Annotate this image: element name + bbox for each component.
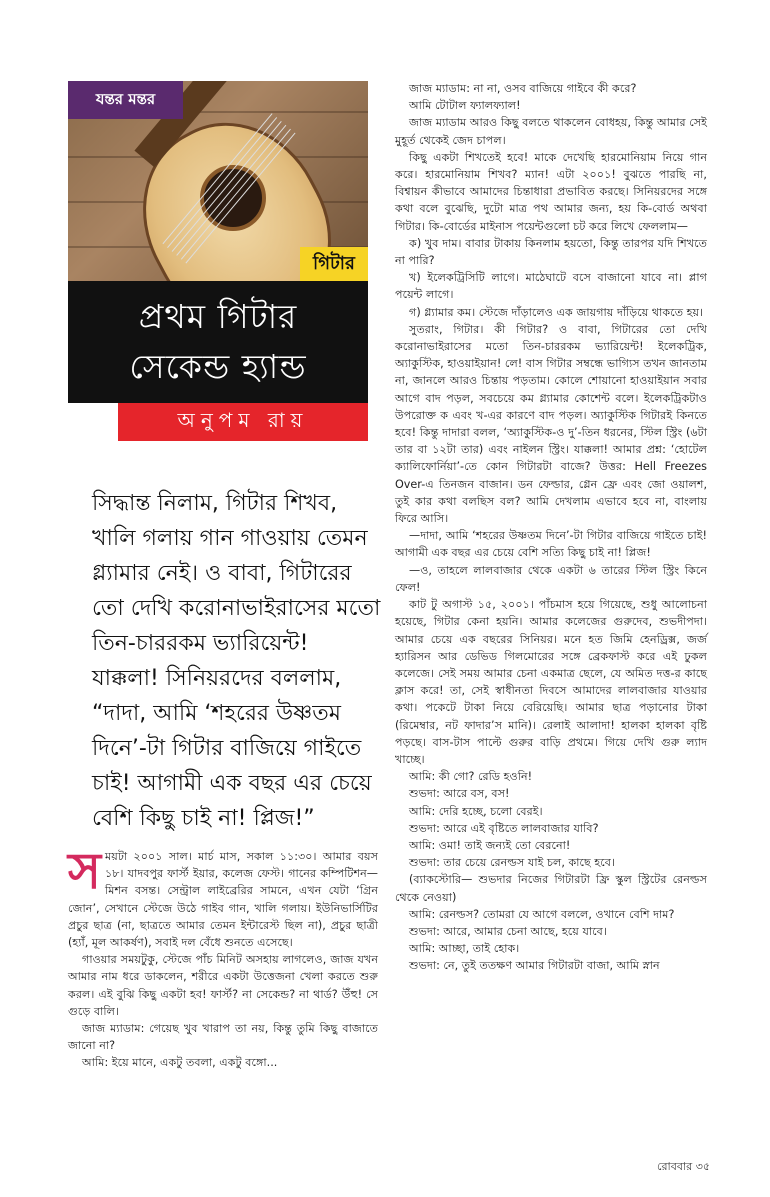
paragraph: শুভদা: আরে বস, বস! — [409, 787, 510, 801]
paragraph: ক) খুব দাম। বাবার টাকায় কিনলাম হয়তো, কিন্তু তারপর যদি শিখতে না পারি? — [395, 236, 707, 268]
paragraph: আমি: রেনল্ডস? তোমরা যে আগে বললে, ওখানে বেশি দাম? — [409, 907, 675, 921]
paragraph: আমি: দেরি হচ্ছে, চলো বেরই। — [409, 804, 543, 818]
paragraph: গ) গ্ল্যামার কম। স্টেজে দাঁড়ালেও এক জায়গায় দাঁড়িয়ে থাকতে হয়। — [409, 305, 704, 319]
category-tag: গিটার — [300, 247, 368, 281]
article-title — [68, 281, 368, 403]
left-column-body — [68, 842, 378, 1072]
section-tag: যন্তর মন্তর — [68, 81, 183, 119]
paragraph: কাট টু অগাস্ট ১৫, ২০০১। পাঁচমাস হয়ে গিয়েছে, শুধু আলোচনা হয়েছে, গিটার কেনা হয়নি। আমার কলেজের গুরুদেব, শুভদীপদা। আমার চেয়ে এক বছরের সিনিয়র। মনে হত জিমি হেনড্রিক্স, জর্জ হ্যারিসন আর ডেভিড গিলমোরের সঙ্গে ব্রেকফাস্ট করে এই ঢুকল কলেজে। সেই সময় আমার চেনা একমাত্র ছেলে, যে অমিত দত্ত-র কাছে ক্লাস করে! তা, সেই স্বাধীনতা দিবসে আমাদের লালবাজার যাওয়ার কথা। পকেটে টাকা নিয়ে বেরিয়েছি। আমার ছাত্র পড়ানোর টাকা (রিমেম্বার, নট ফাদার’স মানি)। রেলাই আলাদা! হালকা হালকা বৃষ্টি পড়ছে। বাস-টাস পাল্টে গুরুর বাড়ি প্রথমে। গিয়ে দেখি গুরু ল্যাদ খাচ্ছে। — [395, 598, 707, 766]
paragraph: —দাদা, আমি ‘শহরের উষ্ণতম দিনে’-টা গিটার বাজিয়ে গাইতে চাই! আগামী এক বছর এর চেয়ে বেশি সত্যি কিছু চাই না! প্লিজ! — [395, 529, 707, 560]
paragraph: শুভদা: তার চেয়ে রেনল্ডস যাই চল, কাছে হবে। — [409, 856, 615, 870]
paragraph: জাজ ম্যাডাম: গেয়েছ খুব খারাপ তা নয়, কিন্তু তুমি কিছু বাজাতে জানো না? — [68, 1022, 378, 1053]
paragraph: কিছু একটা শিখতেই হবে! মাকে দেখেছি হারমোনিয়াম নিয়ে গান করে। হারমোনিয়াম শিখব? ম্যান! এটা ২০০১! বুঝতে পারছি না, বিশ্বায়ন কীভাবে আমাদের চিন্তাধারা প্রভাবিত করছে। সিনিয়রদের সঙ্গে কথা বলে বুঝেছি, দুটো মাত্র পথ আমার জন্য, হয় কি-বোর্ড অথবা গিটার। কি-বোর্ডের মাইনাস পয়েন্টগুলো চট করে লিখে ফেললাম— — [395, 150, 707, 233]
paragraph: আমি: ইয়ে মানে, একটু তবলা, একটু বঙ্গো... — [82, 1056, 278, 1070]
paragraph: —ও, তাহলে লালবাজার থেকে একটা ৬ তারের স্টিল স্ট্রিং কিনে ফেল! — [395, 563, 707, 594]
paragraph: (ব্যাকস্টোরি— শুভদার নিজের গিটারটা ফ্রি স্কুল স্ট্রিটের রেনল্ডস থেকে নেওয়া) — [395, 873, 707, 904]
pull-quote: সিদ্ধান্ত নিলাম, গিটার শিখব, খালি গলায় গান গাওয়ায় তেমন গ্ল্যামার নেই। ও বাবা, গিটারের তো দেখি করোনাভাইরাসের মতো তিন-চাররকম ভ্যারিয়েন্ট! যাক্কলা! সিনিয়রদের বললাম, “দাদা, আমি ‘শহরের উষ্ণতম দিনে’-টা গিটার বাজিয়ে গাইতে চাই! আগামী এক বছর এর চেয়ে বেশি কিছু চাই না! প্লিজ!” — [92, 491, 381, 831]
right-column-body — [395, 80, 707, 975]
paragraph: জাজ ম্যাডাম: না না, ওসব বাজিয়ে গাইবে কী করে? — [409, 82, 637, 95]
paragraph: খ) ইলেকট্রিসিটি লাগে। মাঠেঘাটে বসে বাজানো যাবে না। প্লাগ পয়েন্ট লাগে। — [395, 271, 707, 302]
drop-cap: স — [68, 842, 102, 900]
paragraph: গাওয়ার সময়টুকু, স্টেজে পাঁচ মিনিট অসহায় লাগলেও, জাজ যখন আমার নাম ধরে ডাকলেন, শরীরে একটা উত্তেজনা খেলা করতে শুরু করল। এই বুঝি কিছু একটা হব! ফার্স্ট? না সেকেন্ড? না থার্ড? উঁহু! সে গুড়ে বালি। — [68, 953, 378, 1018]
paragraph: শুভদা: আরে এই বৃষ্টিতে লালবাজার যাবি? — [409, 821, 599, 835]
paragraph: সুতরাং, গিটার। কী গিটার? ও বাবা, গিটারের তো দেখি করোনাভাইরাসের মতো তিন-চাররকম ভ্যারিয়েন্ট! ইলেকট্রিক, অ্যাকুস্টিক, হাওয়াইয়ান! লে! বাস গিটার সম্বন্ধে ভাগ্যিস তখন জানতাম না, জানলে আরও চিন্তায় পড়তাম। কোলে শোয়ানো হাওয়াইয়ান সবার আগে বাদ পড়ল, সবচেয়ে কম গ্ল্যামার কোশেন্ট বলে। ইলেকট্রিকটাও উপরোক্ত ক এবং খ-এর কারণে বাদ পড়ল। অ্যাকুস্টিক গিটারই কিনতে হবে! কিন্তু দাদারা বলল, ‘অ্যাকুস্টিক-ও দু’-তিন ধরনের, স্টিল স্ট্রিং (৬টা তার বা ১২টা তার) এবং নাইলন স্ট্রিং। যাক্কলা! আমার প্রশ্ন: ‘হোটেল ক্যালিফোর্নিয়া’-তে কোন গিটারটা বাজে? উত্তর: Hell Freezes Over-এ তিনজন বাজান। ডন ফেল্ডার, গ্লেন ফ্রে এবং জো ওয়ালশ, তুই কার কথা বলছিস বল? আমি দেখলাম এভাবে হবে না, বাংলায় ফিরে আসি। — [395, 322, 707, 526]
page-footer: রোববার ৩৫ — [657, 1160, 710, 1173]
paragraph: শুভদা: আরে, আমার চেনা আছে, হয়ে যাবে। — [409, 924, 607, 938]
title-line-1: প্রথম গিটার — [138, 297, 298, 336]
paragraph: সময়টা ২০০১ সাল। মার্চ মাস, সকাল ১১:৩০। আমার বয়স ১৮। যাদবপুর ফার্স্ট ইয়ার, কলেজ ফেস্ট। গানের কম্পিটিশন— মিশন বসন্ত। সেন্ট্রাল লাইব্রেরির সামনে, এখন যেটা ‘গ্রিন জোন’, সেখানে স্টেজে উঠে গাইব গান, খালি গলায়। ইউনিভার্সিটির প্রচুর ছাত্র (না, ছাত্রতে আমার তেমন ইন্টারেস্ট ছিল না), প্রচুর ছাত্রী (হ্যাঁ, মূল আকর্ষণ), সবাই দল বেঁধে শুনতে এসেছে। — [68, 842, 378, 950]
paragraph: জাজ ম্যাডাম আরও কিছু বলতে থাকলেন বোধহয়, কিন্তু আমার সেই মুহূর্ত থেকেই জেদ চাপল। — [395, 116, 707, 147]
title-line-2: সেকেন্ড হ্যান্ড — [129, 347, 307, 386]
paragraph: আমি: ওমা! তাই জন্যই তো বেরনো! — [409, 838, 571, 852]
paragraph: আমি: কী গো? রেডি হওনি! — [409, 770, 533, 784]
author-name: অনুপম রায় — [118, 403, 368, 441]
paragraph: আমি টোটাল ফ্যালফ্যাল! — [409, 99, 521, 113]
paragraph: শুভদা: নে, তুই ততক্ষণ আমার গিটারটা বাজা, আমি স্নান — [409, 959, 660, 973]
paragraph: আমি: আচ্ছা, তাই হোক। — [409, 942, 520, 956]
